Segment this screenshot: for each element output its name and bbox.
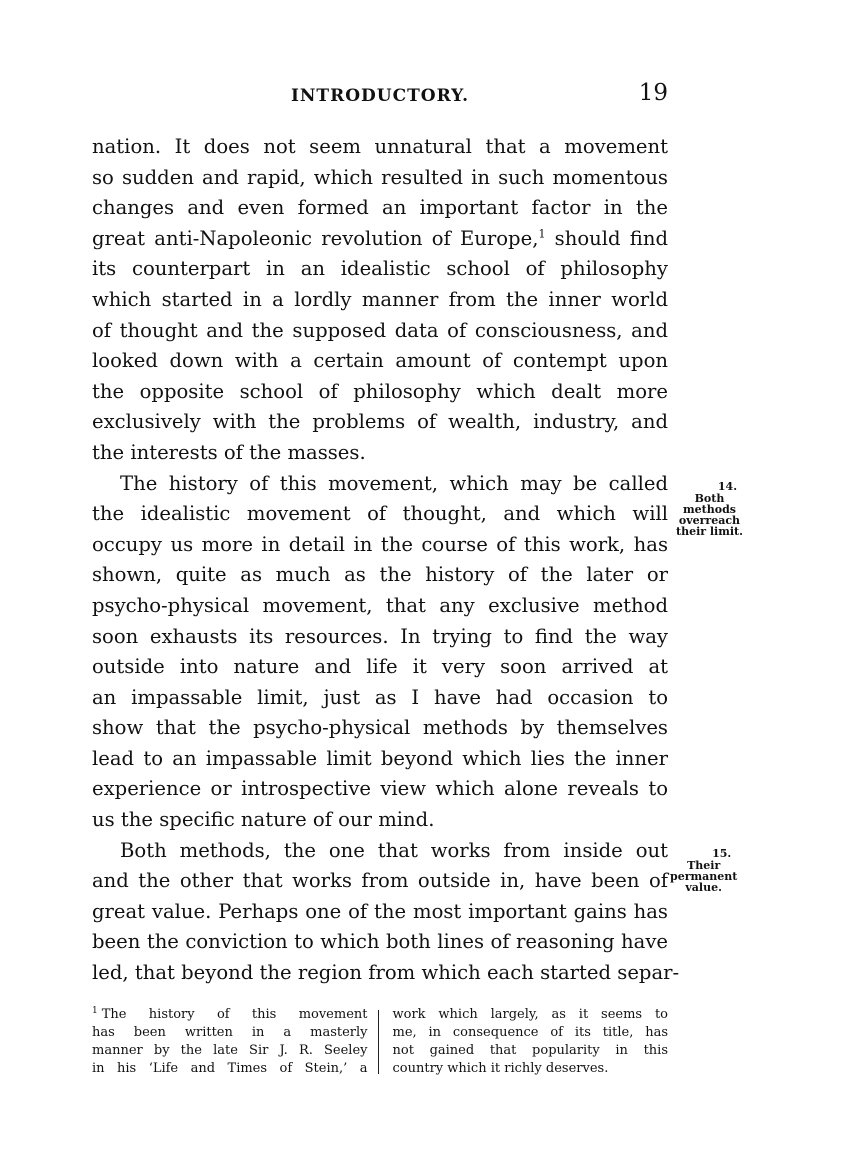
text-line: show that the psycho-physical methods by themselves [92,716,668,740]
footnote-line: work which largely, as it seems to [392,1007,668,1022]
paragraph-start-line: The history of this movement, which may be called [120,471,668,495]
running-head [92,80,668,110]
text-line: outside into nature and life it very soon arrived at [92,655,668,679]
footnote-line: me, in consequence of its title, has [392,1025,668,1040]
text-line: the interests of the masses. [92,440,366,464]
footnote-line: manner by the late Sir J. R. Seeley [92,1043,368,1058]
text-line: an impassable limit, just as I have had occasion to [92,685,668,709]
text-line-with-footnote [92,224,668,255]
footnote-text: The history of this movement [101,1007,368,1022]
text-line: looked down with a certain amount of contempt upon [92,349,668,373]
text-line: shown, quite as much as the history of the later or [92,563,668,587]
footnote-line: has been written in a masterly [92,1025,368,1040]
running-title: INTRODUCTORY. [290,86,470,106]
side-note-15 [670,848,737,893]
side-note-line: Both [694,492,725,505]
text-line: soon exhausts its resources. In trying to find the way [92,624,668,648]
footnote-line: in his ‘Life and Times of Stein,’ a [92,1061,368,1076]
text-line: so sudden and rapid, which resulted in such momentous [92,165,668,189]
side-note-line: overreach [678,514,741,527]
text-line: great value. Perhaps one of the most important gains has [92,899,668,923]
side-note-number: 15. [712,847,732,860]
text-line: us the specific nature of our mind. [92,808,435,832]
text-fragment: should find [545,226,668,250]
text-line: of thought and the supposed data of consciousness, and [92,318,668,342]
text-line: which started in a lordly manner from the inner world [92,287,668,311]
side-note-line: permanent [670,870,738,883]
footnote-marker: 1 [92,1005,98,1016]
footnote-block [92,1006,668,1078]
side-note-line: value. [685,881,722,894]
text-line: experience or introspective view which alone reveals to [92,777,668,801]
text-line: psycho-physical movement, that any exclusive method [92,593,668,617]
text-line: nation. It does not seem unnatural that a movement [92,135,668,158]
text-line: exclusively with the problems of wealth, industry, and [92,410,668,434]
text-line: changes and even formed an important factor in the [92,196,668,220]
footnote-right-column [379,1006,669,1078]
side-note-14 [676,481,743,537]
footnote-line: country which it richly deserves. [392,1061,609,1076]
text-line: led, that beyond the region from which each started separ- [92,961,680,985]
text-fragment: great anti-Napoleonic revolution of Europe, [92,226,539,250]
text-line: the idealistic movement of thought, and which will [92,502,668,526]
text-line: been the conviction to which both lines of reasoning have [92,930,668,954]
side-note-line: methods [683,503,736,516]
footnote-left-column [92,1006,376,1078]
text-line: lead to an impassable limit beyond which lies the inner [92,746,668,770]
page-number: 19 [638,80,668,106]
text-line: occupy us more in detail in the course of this work, has [92,532,668,556]
paragraph-start-line: Both methods, the one that works from inside out [120,838,668,862]
text-line: its counterpart in an idealistic school of philosophy [92,257,668,281]
footnote-line [92,1006,368,1024]
side-note-line: Their [687,859,721,872]
text-line: and the other that works from outside in, have been of [92,869,668,893]
text-line: the opposite school of philosophy which dealt more [92,379,668,403]
side-note-line: their limit. [676,525,743,538]
side-note-number: 14. [717,480,738,493]
body-text [92,132,680,989]
footnote-line: not gained that popularity in this [392,1043,668,1058]
footnote-reference[interactable]: 1 [538,227,546,241]
